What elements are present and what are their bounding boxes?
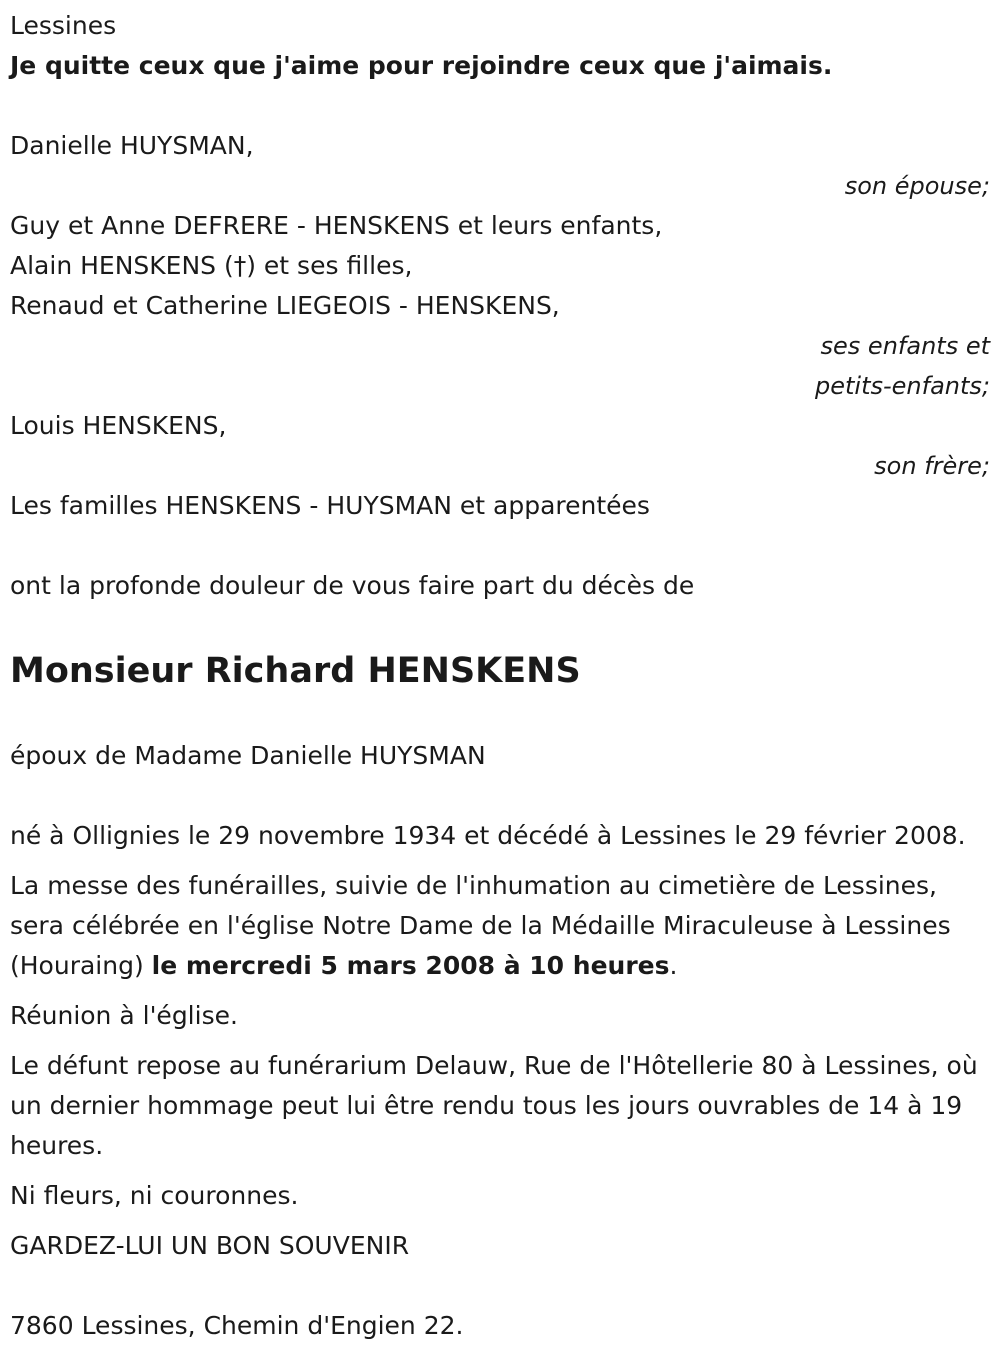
deceased-name: Monsieur Richard HENSKENS <box>10 651 581 691</box>
child-line-2: Alain HENSKENS (†) et ses filles, <box>10 251 413 280</box>
announcement: ont la profonde douleur de vous faire part du décès de <box>10 571 695 600</box>
visitation: Le défunt repose au funérarium Delauw, Rue de l'Hôtellerie 80 à Lessines, où un dernier hommage peut lui être rendu tous les jours ouvrables de 14 à 19 heures. <box>10 1051 978 1160</box>
location: Lessines <box>10 11 117 40</box>
ceremony-paragraph <box>10 866 990 986</box>
ceremony-date: le mercredi 5 mars 2008 à 10 heures <box>151 951 670 980</box>
ceremony-text: La messe des funérailles, suivie de l'inhumation au cimetière de Lessines, sera célébrée en l'église Notre Dame de la Médaille Miraculeuse à Lessines (Houraing) <box>10 871 951 980</box>
quote: Je quitte ceux que j'aime pour rejoindre ceux que j'aimais. <box>10 51 833 80</box>
meeting: Réunion à l'église. <box>10 1001 238 1030</box>
brother-relation: son frère; <box>874 452 990 480</box>
brother-name: Louis HENSKENS, <box>10 411 227 440</box>
families-line: Les familles HENSKENS - HUYSMAN et apparentées <box>10 491 650 520</box>
spouse-of: époux de Madame Danielle HUYSMAN <box>10 741 486 770</box>
birth-death: né à Ollignies le 29 novembre 1934 et décédé à Lessines le 29 février 2008. <box>10 821 966 850</box>
children-relation-2: petits-enfants; <box>815 372 990 400</box>
flowers: Ni fleurs, ni couronnes. <box>10 1181 299 1210</box>
spouse-name: Danielle HUYSMAN, <box>10 131 254 160</box>
child-line-3: Renaud et Catherine LIEGEOIS - HENSKENS, <box>10 291 560 320</box>
obituary-notice <box>10 6 990 1346</box>
remembrance: GARDEZ-LUI UN BON SOUVENIR <box>10 1231 410 1260</box>
spouse-relation: son épouse; <box>844 172 990 200</box>
ceremony-end: . <box>669 951 678 980</box>
children-relation-1: ses enfants et <box>820 332 990 360</box>
child-line-1: Guy et Anne DEFRERE - HENSKENS et leurs enfants, <box>10 211 663 240</box>
address: 7860 Lessines, Chemin d'Engien 22. <box>10 1311 464 1340</box>
